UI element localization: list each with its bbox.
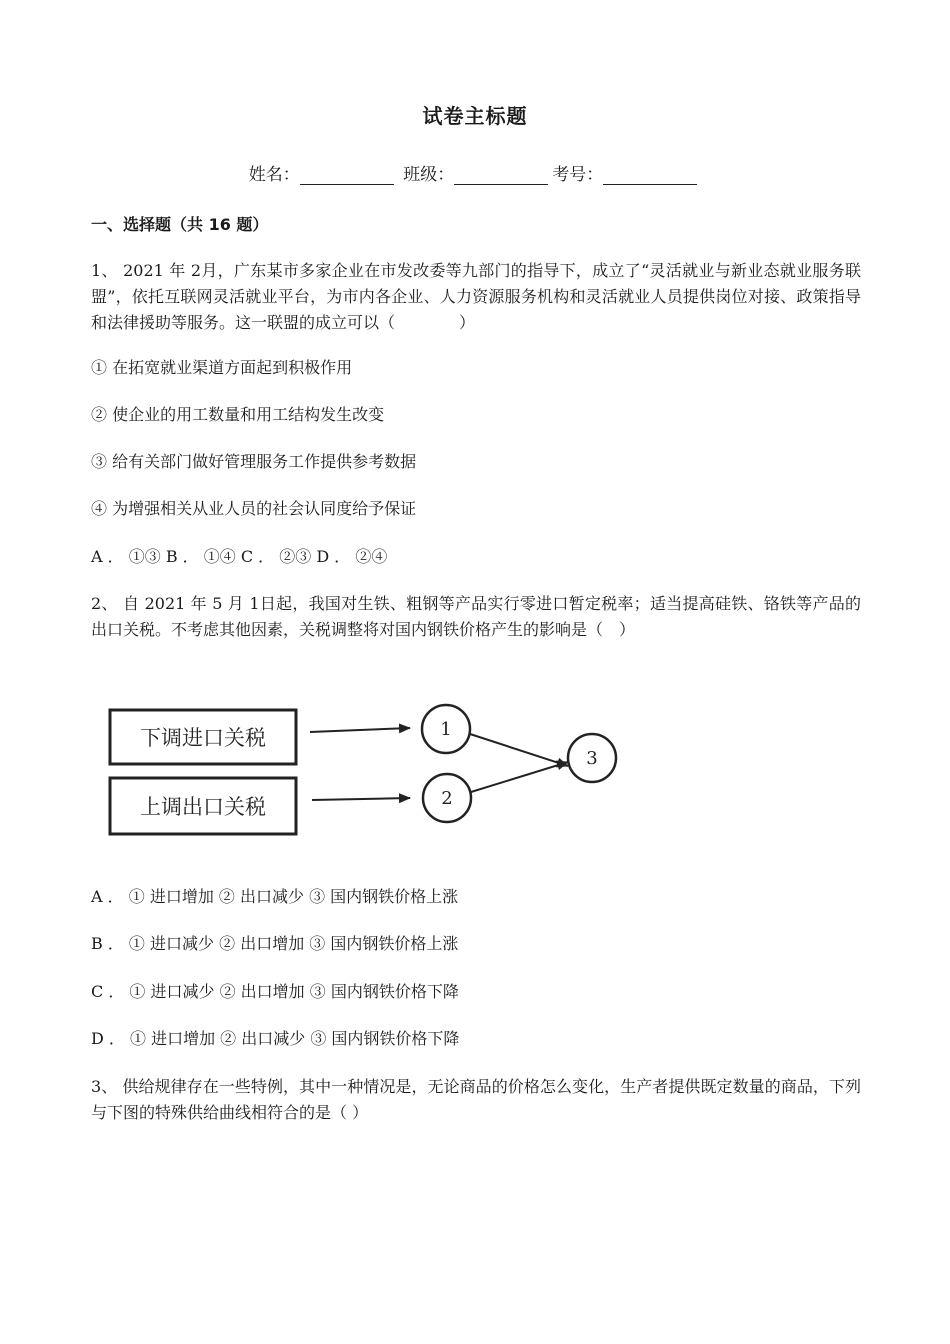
question-1-choices: A ． ①③ B ． ①④ C ． ②③ D ． ②④: [91, 547, 388, 566]
question-2-choice-c: C ． ① 进口减少 ② 出口增加 ③ 国内钢铁价格下降: [91, 982, 459, 1001]
box-raise-export-tariff-label: 上调出口关税: [140, 795, 266, 819]
question-2-stem: 2、 自 2021 年 5 月 1日起，我国对生铁、粗钢等产品实行零进口暂定税率；适当提高硅铁、铬铁等产品的出口关税。不考虑其他因素，关税调整将对国内钢铁价格产生的影响是（ ）: [91, 594, 861, 639]
name-label: 姓名：: [248, 165, 300, 185]
tariff-flow-diagram: [102, 692, 622, 854]
question-1-stem: 1、 2021 年 2月，广东某市多家企业在市发改委等九部门的指导下，成立了“灵活就业与新业态就业服务联盟”，依托互联网灵活就业平台，为市内各企业、人力资源服务机构和灵活就业人员提供岗位对接、政策指导和法律援助等服务。这一联盟的成立可以（ ）: [91, 261, 861, 332]
name-blank[interactable]: [300, 166, 394, 185]
id-blank[interactable]: [603, 166, 697, 185]
arrow-box2-to-node2: [312, 798, 410, 800]
class-blank[interactable]: [454, 166, 548, 185]
arrow-node2-to-node3: [471, 762, 568, 792]
arrow-node1-to-node3: [470, 734, 568, 766]
question-3-stem: 3、 供给规律存在一些特例，其中一种情况是，无论商品的价格怎么变化，生产者提供既定数量的商品，下列与下图的特殊供给曲线相符合的是（ ）: [91, 1077, 861, 1122]
question-1-item-3: ③ 给有关部门做好管理服务工作提供参考数据: [91, 452, 417, 471]
arrow-box1-to-node1: [310, 728, 410, 732]
node-1-label: 1: [440, 719, 452, 740]
question-1-item-2: ② 使企业的用工数量和用工结构发生改变: [91, 405, 385, 424]
node-2-label: 2: [441, 788, 453, 809]
node-3-label: 3: [586, 748, 598, 769]
question-1-item-4: ④ 为增强相关从业人员的社会认同度给予保证: [91, 499, 417, 518]
question-2-choice-d: D ． ① 进口增加 ② 出口减少 ③ 国内钢铁价格下降: [91, 1029, 460, 1048]
section-heading: 一、选择题（共 16 题）: [91, 215, 269, 234]
question-2-choice-b: B ． ① 进口减少 ② 出口增加 ③ 国内钢铁价格上涨: [91, 934, 459, 953]
id-label: 考号：: [552, 165, 604, 185]
box-lower-import-tariff-label: 下调进口关税: [140, 726, 266, 750]
class-label: 班级：: [403, 165, 455, 185]
question-1-item-1: ① 在拓宽就业渠道方面起到积极作用: [91, 358, 353, 377]
student-info-line: [0, 160, 950, 185]
page-title: 试卷主标题: [422, 104, 528, 128]
question-2-choice-a: A ． ① 进口增加 ② 出口减少 ③ 国内钢铁价格上涨: [91, 887, 459, 906]
